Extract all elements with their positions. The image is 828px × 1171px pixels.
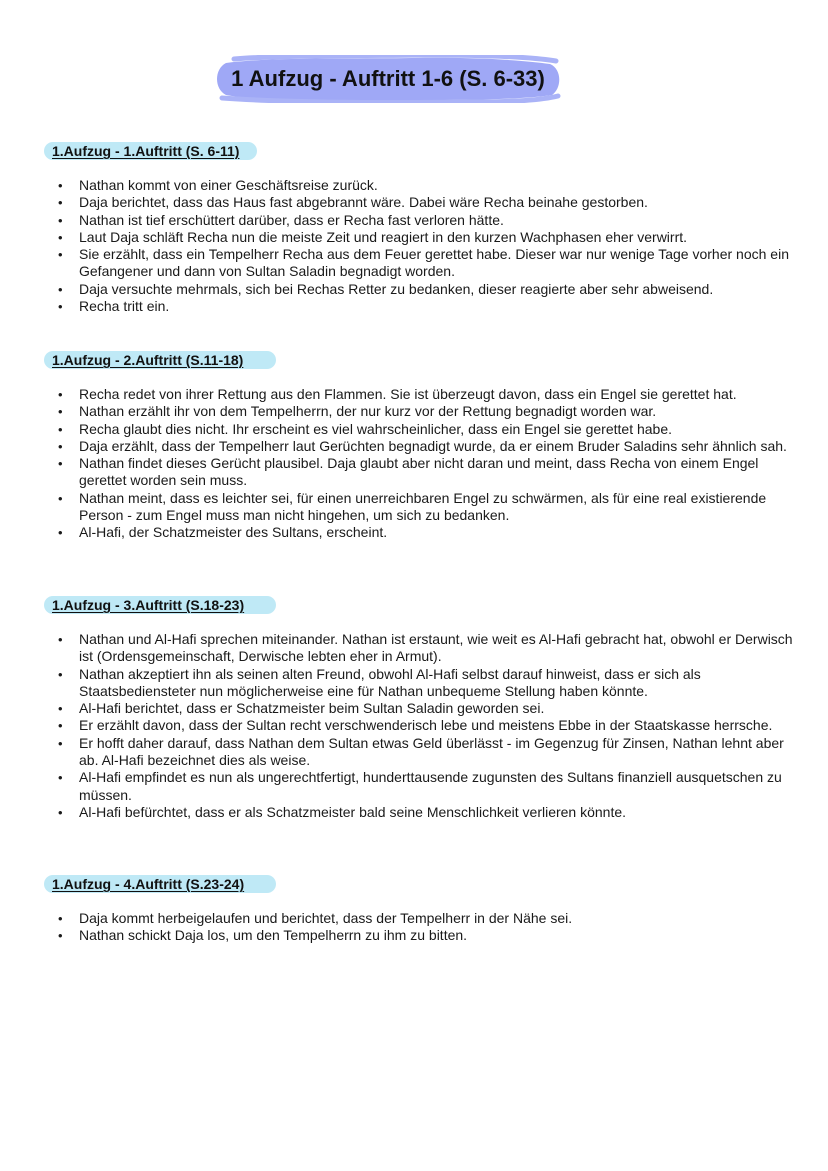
section-heading-text: 1.Aufzug - 4.Auftritt (S.23-24) [52,876,245,892]
list-item: • Recha glaubt dies nicht. Ihr erscheint es viel wahrscheinlicher, dass ein Engel sie gerettet habe. [56,421,804,438]
list-item: • Al-Hafi befürchtet, dass er als Schatzmeister bald seine Menschlichkeit verlieren könnte. [56,804,804,821]
list-item: • Recha tritt ein. [56,298,804,315]
list-item: • Al-Hafi empfindet es nun als ungerechtfertigt, hunderttausende zugunsten des Sultans finanziell ausquetschen zu müssen. [56,769,804,804]
list-item: • Nathan schickt Daja los, um den Tempelherrn zu ihm zu bitten. [56,927,804,944]
list-item: • Nathan ist tief erschüttert darüber, dass er Recha fast verloren hätte. [56,212,804,229]
list-item: • Daja kommt herbeigelaufen und berichtet, dass der Tempelherr in der Nähe sei. [56,910,804,927]
bullet-list [56,177,804,315]
list-item: • Nathan und Al-Hafi sprechen miteinander. Nathan ist erstaunt, wie weit es Al-Hafi gebracht hat, obwohl er Derwisch ist (Ordensgemeinschaft, Derwische lebten eher in Armut). [56,631,804,666]
list-item: • Al-Hafi, der Schatzmeister des Sultans, erscheint. [56,524,804,541]
section-auftritt-3 [44,594,804,820]
page-title-block [212,55,564,103]
bullet-list [56,631,804,821]
page-title: 1 Aufzug - Auftritt 1-6 (S. 6-33) [231,66,545,91]
section-heading [44,594,244,616]
list-item: • Daja berichtet, dass das Haus fast abgebrannt wäre. Dabei wäre Recha beinahe gestorben. [56,194,804,211]
bullet-list [56,910,804,945]
bullet-list [56,386,804,542]
section-auftritt-2 [44,349,804,541]
list-item: • Laut Daja schläft Recha nun die meiste Zeit und reagiert in den kurzen Wachphasen eher verwirrt. [56,229,804,246]
list-item: • Er hofft daher darauf, dass Nathan dem Sultan etwas Geld überlässt - im Gegenzug für Zinsen, Nathan lehnt aber ab. Al-Hafi bezeichnet dies als weise. [56,735,804,770]
section-heading-text: 1.Aufzug - 1.Auftritt (S. 6-11) [52,143,240,159]
list-item: • Daja versuchte mehrmals, sich bei Rechas Retter zu bedanken, dieser reagierte aber sehr abweisend. [56,281,804,298]
list-item: • Al-Hafi berichtet, dass er Schatzmeister beim Sultan Saladin geworden sei. [56,700,804,717]
section-heading [44,349,243,371]
list-item: • Daja erzählt, dass der Tempelherr laut Gerüchten begnadigt wurde, da er einem Bruder Saladins sehr ähnlich sah. [56,438,804,455]
list-item: • Sie erzählt, dass ein Tempelherr Recha aus dem Feuer gerettet habe. Dieser war nur wenige Tage vorher noch ein Gefangener und dann von Sultan Saladin begnadigt worden. [56,246,804,281]
list-item: • Nathan findet dieses Gerücht plausibel. Daja glaubt aber nicht daran und meint, dass Recha von einem Engel gerettet worden sein muss. [56,455,804,490]
list-item: • Nathan kommt von einer Geschäftsreise zurück. [56,177,804,194]
section-heading-text: 1.Aufzug - 3.Auftritt (S.18-23) [52,597,245,613]
section-heading [44,140,239,162]
list-item: • Nathan erzählt ihr von dem Tempelherrn, der nur kurz vor der Rettung begnadigt worden war. [56,403,804,420]
section-auftritt-4 [44,873,804,944]
section-heading [44,873,244,895]
section-heading-text: 1.Aufzug - 2.Auftritt (S.11-18) [52,352,244,368]
list-item: • Er erzählt davon, dass der Sultan recht verschwenderisch lebe und meistens Ebbe in der Staatskasse herrsche. [56,717,804,734]
section-auftritt-1 [44,140,804,315]
list-item: • Nathan meint, dass es leichter sei, für einen unerreichbaren Engel zu schwärmen, als für eine real existierende Person - zum Engel muss man nicht hingehen, um sich zu bedanken. [56,490,804,525]
list-item: • Recha redet von ihrer Rettung aus den Flammen. Sie ist überzeugt davon, dass ein Engel sie gerettet hat. [56,386,804,403]
list-item: • Nathan akzeptiert ihn als seinen alten Freund, obwohl Al-Hafi selbst darauf hinweist, dass er sich als Staatsbediensteter nun möglicherweise eine für Nathan unbequeme Stellung haben könnte. [56,666,804,701]
